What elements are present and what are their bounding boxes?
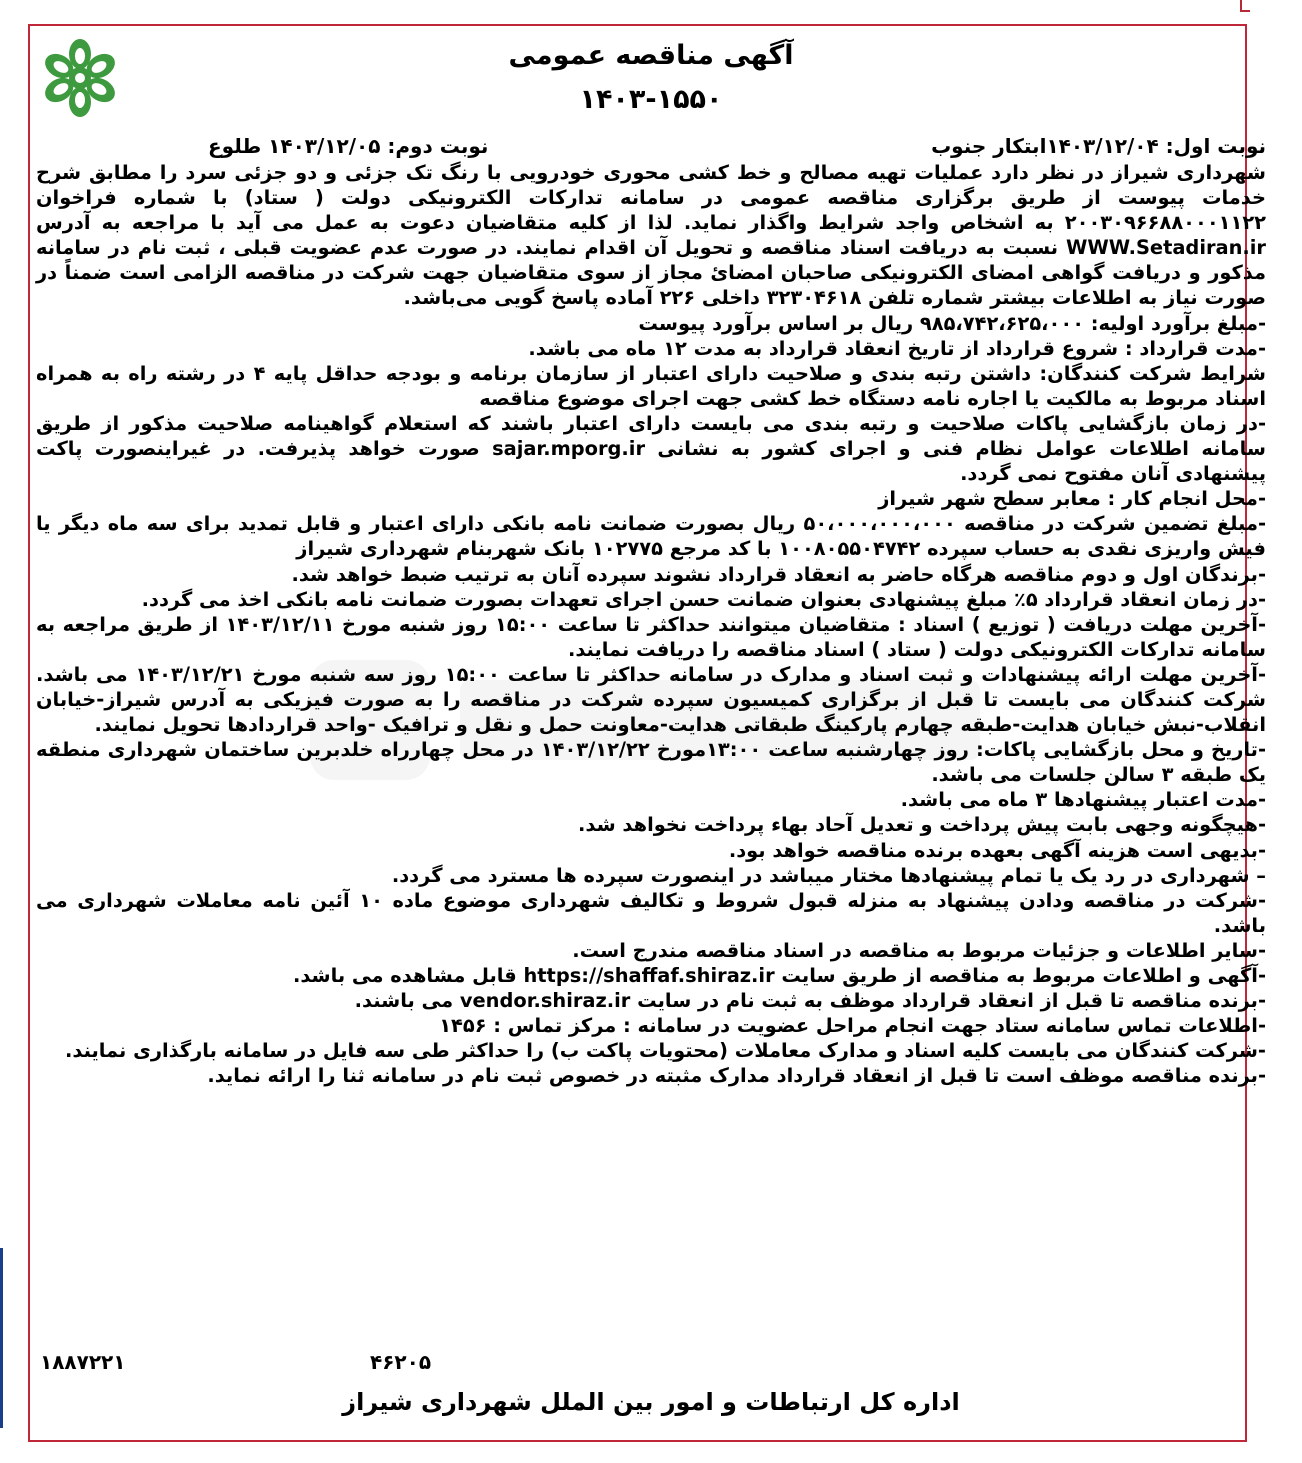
body-paragraph: شرایط شرکت کنندگان: داشتن رتبه بندی و صلاحیت دارای اعتبار از سازمان برنامه و بودجه حداقل پایه ۴ در رشته راه به همراه اسناد مربوط به مالکیت یا اجاره نامه دستگاه خط کشی جهت اجرای موضوع مناقصه	[36, 361, 1267, 410]
announcement-title: آگهی مناقصه عمومی	[508, 40, 794, 71]
body-paragraph: -مدت اعتبار پیشنهادها ۳ ماه می باشد.	[900, 788, 1266, 812]
body-paragraph: -آخرین مهلت دریافت ( توزیع ) اسناد : متقاضیان میتوانند حداکثر تا ساعت ۱۵:۰۰ روز شنبه مورخ ۱۴۰۳/۱۲/۱۱ از طریق مراجعه به سامانه تدارکات الکترونیکی دولت ( ستاد ) اسناد مناقصه را دریافت نمایند.	[36, 612, 1266, 661]
reference-codes	[40, 1350, 1262, 1376]
body-paragraph: -در زمان بازگشایی پاکات صلاحیت و رتبه بندی می بایست دارای اعتبار باشند که استعلام گواهینامه صلاحیت مذکور از طریق سامانه اطلاعات عوامل نظام فنی و اجرای کشور به نشانی sajar.mporg.ir صورت خواهد پذیرفت. در غیراینصورت پاکت پیشنهادی آنان مفتوح نمی گردد.	[36, 411, 1266, 486]
body-paragraph: -مبلغ تضمین شرکت در مناقصه ۵۰،۰۰۰،۰۰۰،۰۰۰ ریال بصورت ضمانت نامه بانکی دارای اعتبار و قابل تمدید برای سه ماه دیگر یا فیش واریزی نقدی به حساب سپرده ۱۰۰۸۰۵۵۰۴۷۴۲ با کد مرجع ۱۰۲۷۷۵ بانک شهربنام شهرداری شیراز	[36, 512, 1267, 561]
code-left: ۱۸۸۷۲۲۱	[40, 1350, 126, 1374]
body-paragraph: – شهرداری در رد یک یا تمام پیشنهادها مختار میباشد در اینصورت سپرده ها مسترد می گردد.	[391, 863, 1266, 887]
announcement-body	[36, 160, 1266, 1088]
code-right: ۴۶۲۰۵	[370, 1350, 432, 1374]
publication-dates	[38, 134, 1266, 158]
body-paragraph: -اطلاعات تماس سامانه ستاد جهت انجام مراحل عضویت در سامانه : مرکز تماس : ۱۴۵۶	[439, 1014, 1266, 1038]
body-paragraph: -محل انجام کار : معابر سطح شهر شیراز	[878, 487, 1266, 511]
body-paragraph: -مدت قرارداد : شروع قرارداد از تاریخ انعقاد قرارداد به مدت ۱۲ ماه می باشد.	[528, 336, 1266, 360]
body-paragraph: -آخرین مهلت ارائه پیشنهادات و ثبت اسناد و مدارک در سامانه حداکثر تا ساعت ۱۵:۰۰ روز سه شنبه مورخ ۱۴۰۳/۱۲/۲۱ می باشد. شرکت کنندگان می بایست تا قبل از برگزاری کمیسیون سپرده شرکت در مناقصه را به صورت فیزیکی به آدرس شیراز-خیابان انقلاب-نبش خیابان هدایت-طبقه چهارم پارکینگ طبقاتی هدایت-معاونت حمل و نقل و ترافیک -واحد قراردادها تحویل نمایند.	[36, 662, 1267, 737]
body-paragraph: -هیچگونه وجهی بابت پیش پرداخت و تعدیل آحاد بهاء پرداخت نخواهد شد.	[578, 813, 1266, 837]
page-corner-rule	[1240, 0, 1250, 12]
first-publication: نوبت اول: ۱۴۰۳/۱۲/۰۴ابتکار جنوب	[931, 134, 1266, 158]
body-paragraph: -آگهی و اطلاعات مربوط به مناقصه از طریق سایت https://shaffaf.shiraz.ir قابل مشاهده می باشد.	[292, 964, 1266, 987]
body-paragraph: -بدیهی است هزینه آگهی بعهده برنده مناقصه خواهد بود.	[728, 838, 1266, 862]
body-paragraph: -برنده مناقصه تا قبل از انعقاد قرارداد موظف به ثبت نام در سایت vendor.shiraz.ir می باشند.	[354, 989, 1266, 1013]
body-paragraph: -برندگان اول و دوم مناقصه هرگاه حاضر به انعقاد قرارداد نشوند سپرده آنان به ترتیب ضبط خواهد شد.	[291, 562, 1266, 586]
body-paragraph: شهرداری شیراز در نظر دارد عملیات تهیه مصالح و خط کشی محوری خودرویی با رنگ تک جزئی و دو جزئی سرد را مطابق شرح خدمات پیوست از طریق برگزاری مناقصه عمومی در سامانه تدارکات الکترونیکی دولت ( ستاد) با شماره فراخوان ۲۰۰۳۰۹۶۶۸۸۰۰۰۱۱۲۲ به اشخاص واجد شرایط واگذار نماید. لذا از کلیه متقاضیان دعوت به عمل می آید با مراجعه به آدرس WWW.Setadiran.ir نسبت به دریافت اسناد مناقصه و تحویل آن اقدام نمایند. در صورت عدم عضویت قبلی ، ثبت نام در سامانه مذکور و دریافت گواهی امضای الکترونیکی صاحبان امضائ مجاز از سوی متقاضیان جهت شرکت در مناقصه الزامی است ضمناً در صورت نیاز به اطلاعات بیشتر شماره تلفن ۳۲۳۰۴۶۱۸ داخلی ۲۲۶ آماده پاسخ گویی می‌باشد.	[36, 161, 1266, 310]
body-paragraph: -در زمان انعقاد قرارداد ۵٪ مبلغ پیشنهادی بعنوان ضمانت حسن اجرای تعهدات بصورت ضمانت نامه بانکی اخذ می گردد.	[141, 587, 1266, 611]
body-paragraph: -شرکت در مناقصه ودادن پیشنهاد به منزله قبول شروط و تکالیف شهرداری موضوع ماده ۱۰ آئین نامه معاملات شهرداری می باشد.	[36, 888, 1267, 937]
body-paragraph: -تاریخ و محل بازگشایی پاکات: روز چهارشنبه ساعت ۱۳:۰۰مورخ ۱۴۰۳/۱۲/۲۲ در محل چهارراه خلدبرین ساختمان شهرداری منطقه یک طبقه ۳ سالن جلسات می باشد.	[36, 738, 1267, 787]
second-publication: نوبت دوم: ۱۴۰۳/۱۲/۰۵ طلوع	[208, 134, 489, 158]
body-paragraph: -برنده مناقصه موظف است تا قبل از انعقاد قرارداد مدارک مثبته در خصوص ثبت نام در سامانه ثنا را ارائه نماید.	[207, 1064, 1266, 1088]
tender-number: ۱۴۰۳-۱۵۵۰	[579, 84, 723, 115]
body-paragraph: -سایر اطلاعات و جزئیات مربوط به مناقصه در اسناد مناقصه مندرج است.	[572, 938, 1266, 962]
body-paragraph: -شرکت کنندگان می بایست کلیه اسناد و مدارک معاملات (محتویات پاکت ب) را حداکثر طی سه فایل در سامانه بارگذاری نمایند.	[65, 1039, 1266, 1063]
body-paragraph: -مبلغ برآورد اولیه: ۹۸۵،۷۴۲،۶۲۵،۰۰۰ ریال بر اساس برآورد پیوست	[638, 311, 1266, 335]
issuer-footer: اداره کل ارتباطات و امور بین الملل شهرداری شیراز	[342, 1388, 960, 1416]
